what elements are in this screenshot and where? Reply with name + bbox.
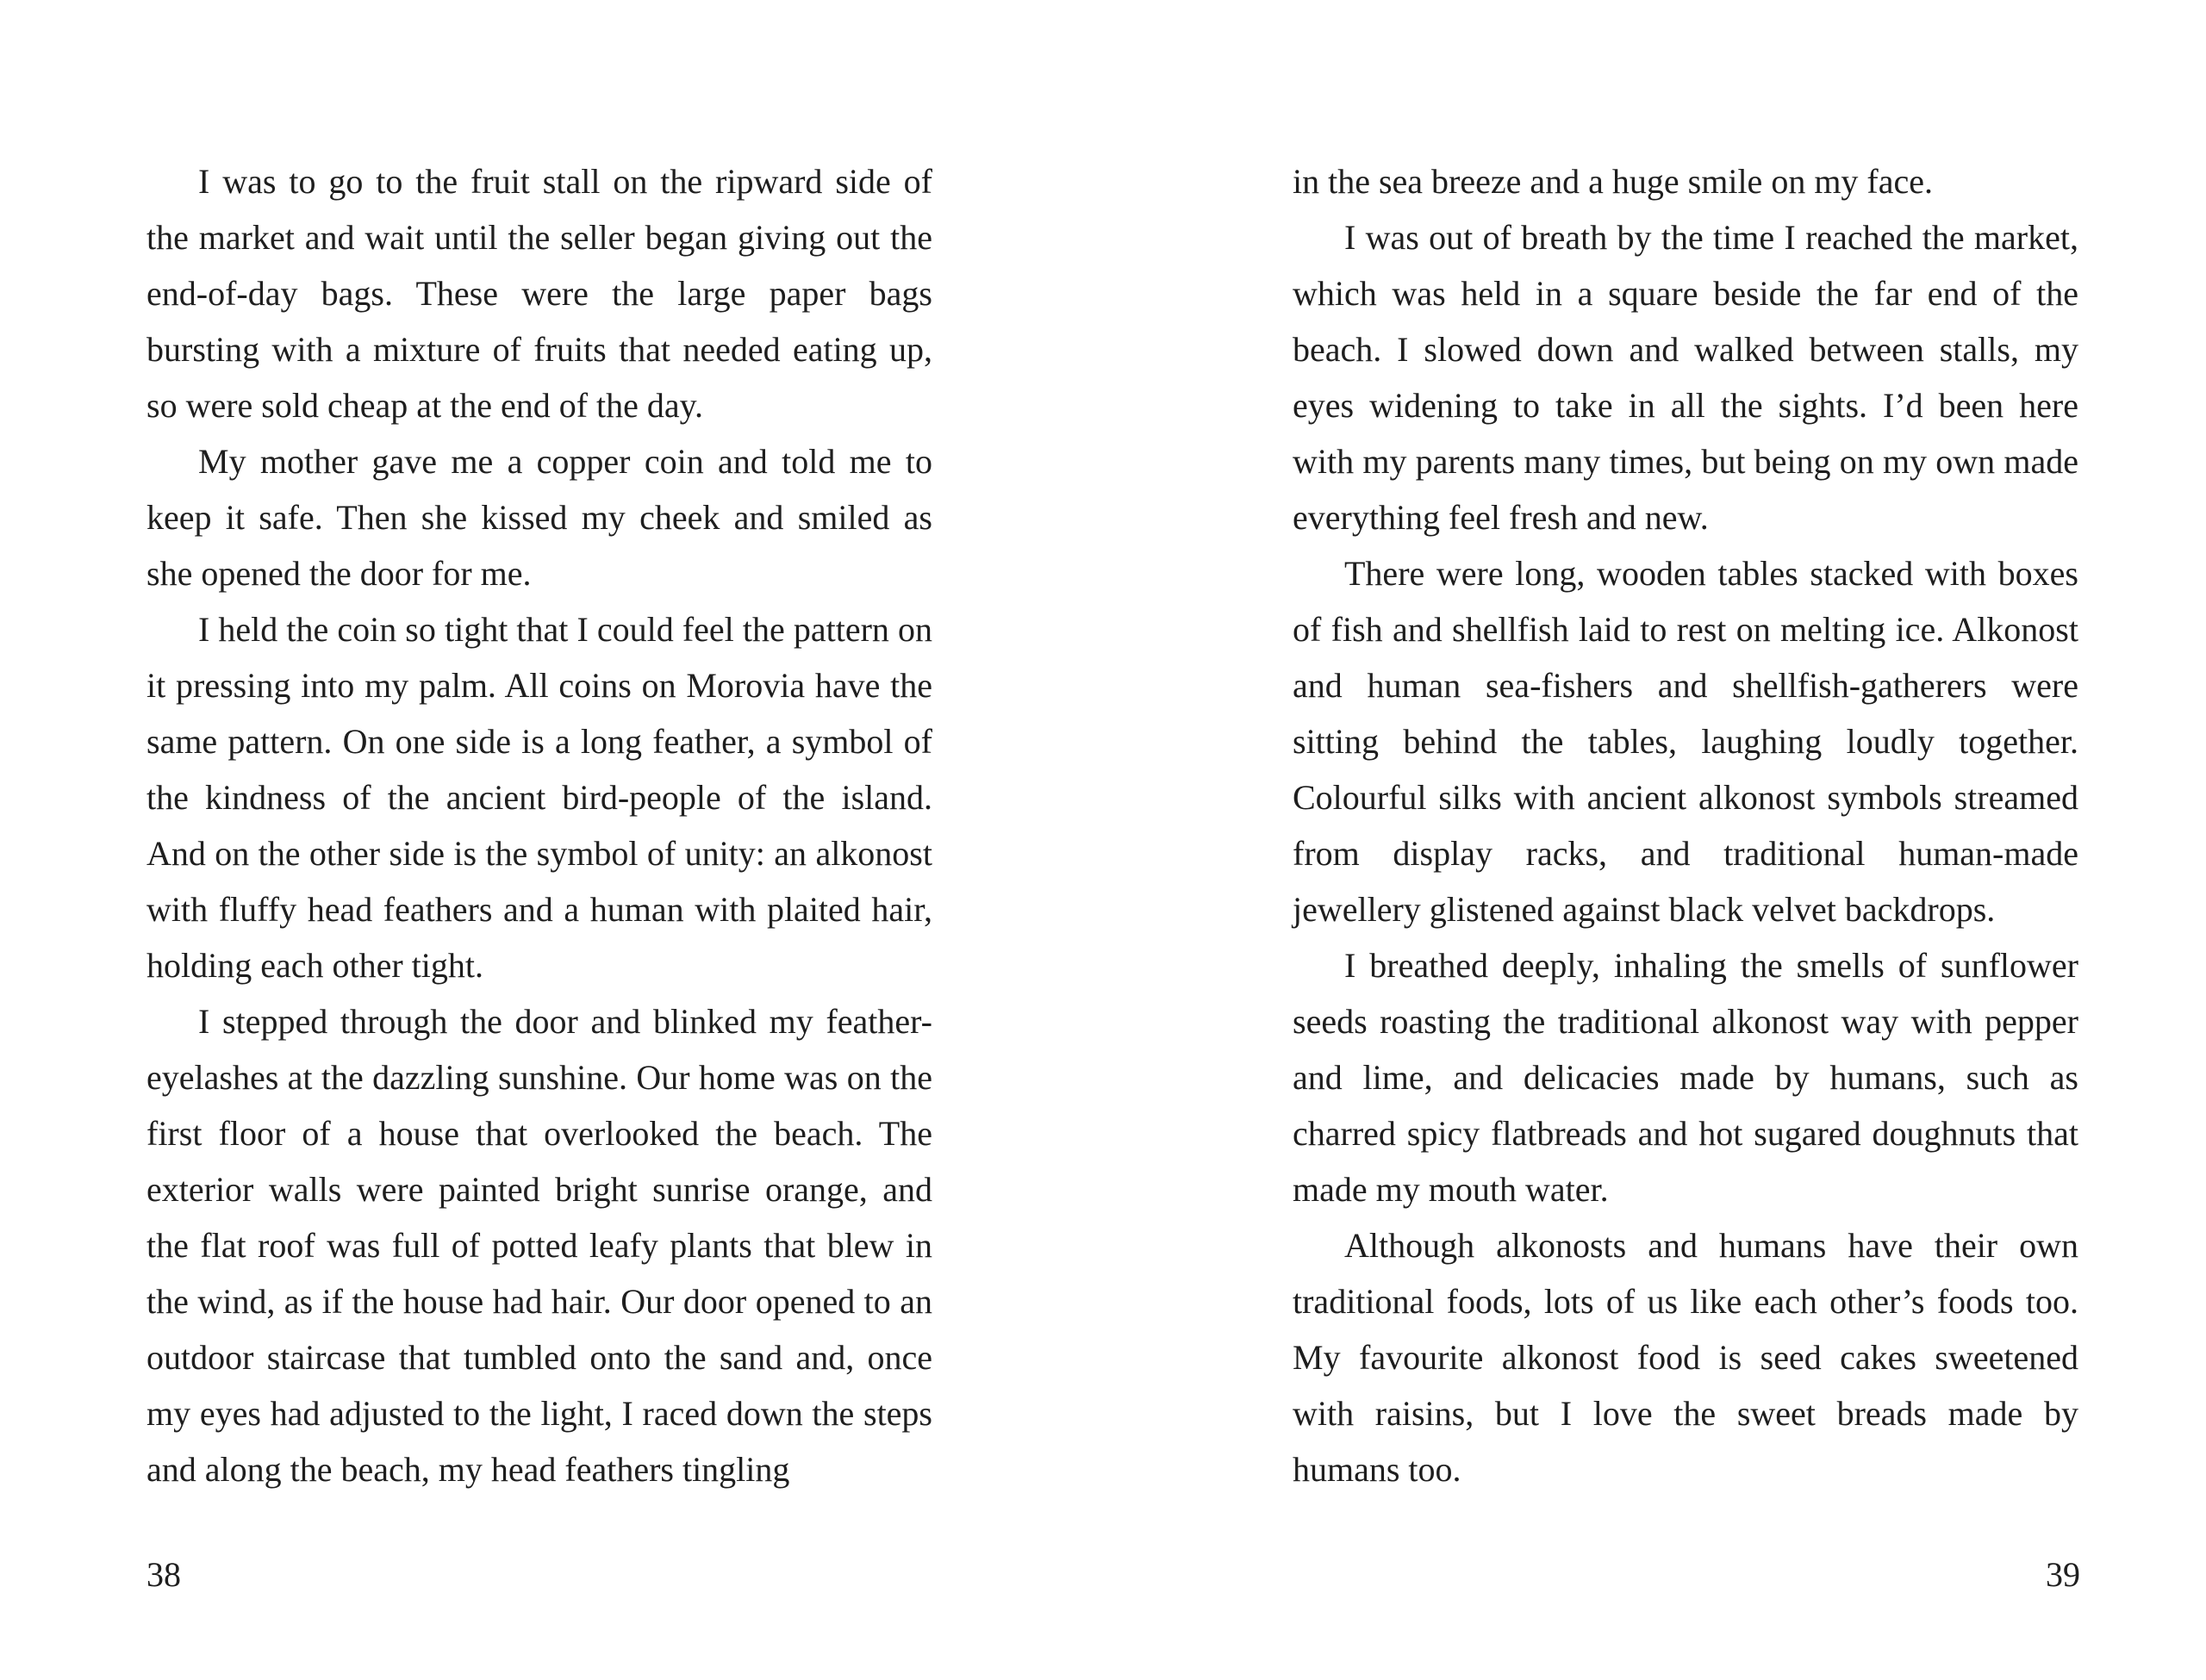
right-page xyxy=(1103,0,2206,1680)
right-page-text xyxy=(1293,153,2078,1497)
paragraph: I stepped through the door and blinked my feather-eyelashes at the dazzling sunshine. Our home was on the first floor of a house that overlooked the beach. The exterior walls were painted bright sunrise orange, and the flat roof was full of potted leafy plants that blew in the wind, as if the house had hair. Our door opened to an outdoor staircase that tumbled onto the sand and, once my eyes had adjusted to the light, I raced down the steps and along the beach, my head feathers tingling xyxy=(146,1002,932,1489)
page-number-right: 39 xyxy=(2046,1555,2080,1594)
left-page-text xyxy=(146,153,932,1497)
paragraph: I breathed deeply, inhaling the smells of sunflower seeds roasting the traditional alkonost way with pepper and lime, and delicacies made by humans, such as charred spicy flatbreads and hot sugared doughnuts that made my mouth water. xyxy=(1293,946,2078,1209)
paragraph: My mother gave me a copper coin and told me to keep it safe. Then she kissed my cheek and smiled as she opened the door for me. xyxy=(146,442,932,593)
paragraph: There were long, wooden tables stacked with boxes of fish and shellfish laid to rest on melting ice. Alkonost and human sea-fishers and shellfish-gatherers were sitting behind the tables, laughing loudly together. Colourful silks with ancient alkonost symbols streamed from display racks, and traditional human-made jewellery glistened against black velvet backdrops. xyxy=(1293,554,2078,929)
page-number-left: 38 xyxy=(146,1555,181,1594)
paragraph: I was out of breath by the time I reached the market, which was held in a square beside the far end of the beach. I slowed down and walked between stalls, my eyes widening to take in all the sights. I’d been here with my parents many times, but being on my own made everything feel fresh and new. xyxy=(1293,218,2078,537)
paragraph: I held the coin so tight that I could feel the pattern on it pressing into my palm. All coins on Morovia have the same pattern. On one side is a long feather, a symbol of the kindness of the ancient bird-people of the island. And on the other side is the symbol of unity: an alkonost with fluffy head feathers and a human with plaited hair, holding each other tight. xyxy=(146,610,932,985)
paragraph: I was to go to the fruit stall on the ripward side of the market and wait until the seller began giving out the end-of-day bags. These were the large paper bags bursting with a mixture of fruits that needed eating up, so were sold cheap at the end of the day. xyxy=(146,162,932,425)
paragraph: Although alkonosts and humans have their own traditional foods, lots of us like each other’s foods too. My favourite alkonost food is seed cakes sweetened with raisins, but I love the sweet breads made by humans too. xyxy=(1293,1226,2078,1489)
paragraph-continued: in the sea breeze and a huge smile on my face. xyxy=(1293,162,1934,201)
